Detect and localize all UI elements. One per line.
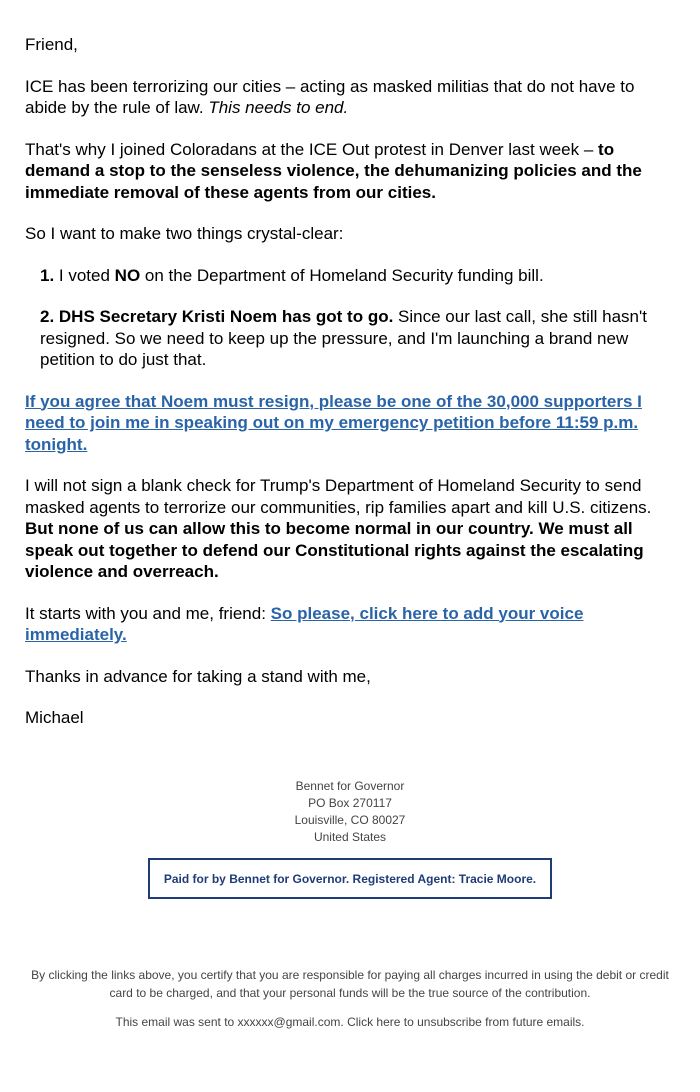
recipient-email: xxxxxx@gmail.com bbox=[237, 1015, 341, 1029]
paragraph-protest-bold: to demand a stop to the senseless violence, the dehumanizing policies and the immediate removal of these agents from our cities. bbox=[25, 139, 642, 202]
paid-for-text: Paid for by Bennet for Governor. Registered Agent: Tracie Moore. bbox=[163, 871, 537, 886]
greeting: Friend, bbox=[25, 35, 78, 54]
sent-to-text: This email was sent to bbox=[115, 1015, 238, 1029]
numbered-list bbox=[40, 265, 675, 371]
paragraph-ice bbox=[25, 76, 675, 119]
address-line: Bennet for Governor bbox=[295, 779, 405, 793]
address-line: United States bbox=[313, 830, 387, 844]
paragraph-ice-emphasis: This needs to end. bbox=[208, 98, 349, 117]
paragraph-protest-text: That's why I joined Coloradans at the ICE Out protest in Denver last week – bbox=[25, 139, 599, 159]
paragraph-call-to-action bbox=[25, 603, 675, 646]
paragraph-blank-check-text: I will not sign a blank check for Trump's Department of Homeland Security to send masked agents to terrorize our communities, rip families apart and kill U.S. citizens. bbox=[25, 476, 652, 517]
sent-to-notice bbox=[0, 1014, 700, 1030]
legal-disclaimer: By clicking the links above, you certify that you are responsible for paying all charges incurred in using the debit or credit card to be charged, and that your personal funds will be the true source of the contribution. bbox=[31, 968, 669, 1000]
sent-to-text: to unsubscribe from future emails. bbox=[400, 1015, 585, 1029]
paragraph-blank-check bbox=[25, 475, 675, 583]
list-item-text: Since our last call, she still hasn't resigned. So we need to keep up the pressure, and I'm launching a brand new petition to do just that. bbox=[40, 307, 647, 369]
add-voice-link[interactable]: So please, click here to add your voice immediately. bbox=[25, 603, 584, 644]
call-to-action-text: It starts with you and me, friend: bbox=[25, 603, 271, 623]
list-item-bold: 2. DHS Secretary Kristi Noem has got to go. bbox=[40, 307, 394, 326]
signature: Michael bbox=[25, 708, 84, 727]
mailing-address bbox=[0, 778, 700, 846]
paragraph-blank-check-bold: But none of us can allow this to become normal in our country. We must all speak out together to defend our Constitutional rights against the escalating violence and overreach. bbox=[25, 519, 644, 581]
list-item-text: on the Department of Homeland Security funding bill. bbox=[140, 265, 544, 285]
petition-paragraph bbox=[25, 391, 675, 456]
closing: Thanks in advance for taking a stand with me, bbox=[25, 666, 371, 686]
list-item bbox=[40, 306, 675, 371]
paragraph-ice-text: ICE has been terrorizing our cities – acting as masked militias that do not have to abide by the rule of law. bbox=[25, 76, 635, 117]
list-item-bold: NO bbox=[114, 265, 141, 285]
list-item-number: 1. bbox=[40, 265, 55, 285]
unsubscribe-link[interactable]: Click here bbox=[347, 1015, 401, 1029]
petition-link[interactable]: If you agree that Noem must resign, please be one of the 30,000 supporters I need to join me in speaking out on my emergency petition before 11:59 p.m. tonight. bbox=[25, 391, 642, 454]
sent-to-text: . bbox=[340, 1015, 348, 1029]
paid-for-disclaimer-box bbox=[148, 858, 552, 899]
address-line: PO Box 270117 bbox=[308, 796, 392, 810]
list-item bbox=[40, 265, 675, 287]
email-body bbox=[25, 34, 675, 749]
paragraph-protest bbox=[25, 139, 675, 204]
paragraph-intro-list: So I want to make two things crystal-clear: bbox=[25, 224, 344, 243]
list-item-text: I voted bbox=[54, 265, 115, 285]
address-line: Louisville, CO 80027 bbox=[294, 813, 406, 827]
